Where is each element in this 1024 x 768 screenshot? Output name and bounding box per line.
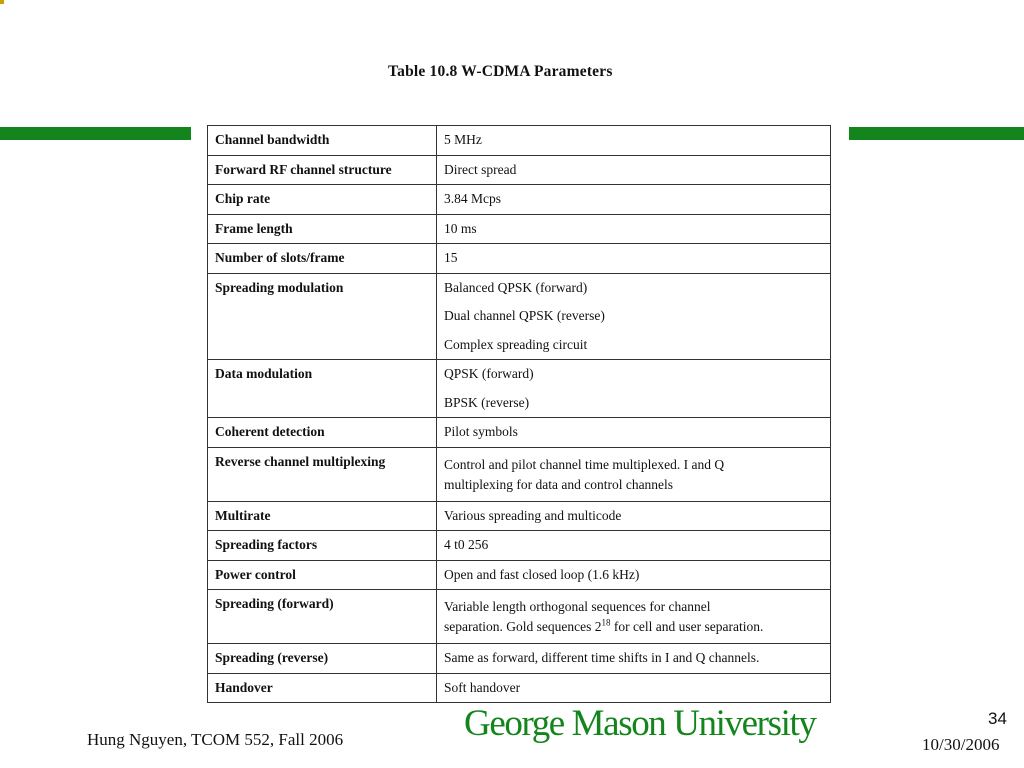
value-line: BPSK (reverse) [444, 394, 530, 410]
table-row [208, 360, 831, 418]
parameter-value: Various spreading and multicode [437, 501, 831, 531]
value-line: Complex spreading circuit [444, 336, 588, 352]
table-row [208, 244, 831, 274]
parameter-value [437, 590, 831, 644]
parameter-value [437, 360, 831, 418]
value-line [444, 617, 823, 637]
parameter-value [437, 273, 831, 360]
parameter-value: Same as forward, different time shifts in I and Q channels. [437, 644, 831, 674]
table-row [208, 447, 831, 501]
parameter-name: Power control [208, 560, 437, 590]
parameter-name: Number of slots/frame [208, 244, 437, 274]
parameter-name: Multirate [208, 501, 437, 531]
slide-number: 34 [988, 709, 1007, 728]
parameter-value: Open and fast closed loop (1.6 kHz) [437, 560, 831, 590]
footer-author-course: Hung Nguyen, TCOM 552, Fall 2006 [87, 730, 344, 749]
value-text: for cell and user separation. [610, 619, 764, 634]
wcdma-parameters-table [207, 125, 831, 703]
value-line: Control and pilot channel time multiplexed. I and Q [444, 456, 725, 472]
table-row [208, 185, 831, 215]
footer-date: 10/30/2006 [922, 735, 1000, 754]
parameter-value: 15 [437, 244, 831, 274]
parameter-value: Pilot symbols [437, 418, 831, 448]
parameter-name: Forward RF channel structure [208, 155, 437, 185]
table-row [208, 501, 831, 531]
corner-mark [0, 0, 4, 4]
value-line: multiplexing for data and control channels [444, 476, 674, 492]
parameter-name: Spreading modulation [208, 273, 437, 360]
parameter-value: Direct spread [437, 155, 831, 185]
parameter-name: Channel bandwidth [208, 126, 437, 156]
table-title: Table 10.8 W-CDMA Parameters [388, 63, 613, 80]
parameter-value: 4 t0 256 [437, 531, 831, 561]
parameter-name: Handover [208, 673, 437, 703]
parameter-name: Spreading (forward) [208, 590, 437, 644]
university-logo: George Mason University [464, 703, 816, 744]
table-row [208, 560, 831, 590]
table-row [208, 418, 831, 448]
table-row [208, 126, 831, 156]
parameter-name: Chip rate [208, 185, 437, 215]
superscript-exponent: 18 [601, 617, 611, 628]
parameter-name: Spreading factors [208, 531, 437, 561]
parameter-value [437, 447, 831, 501]
parameter-value: 10 ms [437, 214, 831, 244]
parameter-name: Coherent detection [208, 418, 437, 448]
table-row [208, 155, 831, 185]
value-line: Balanced QPSK (forward) [444, 279, 588, 295]
parameter-value: 5 MHz [437, 126, 831, 156]
table-row [208, 644, 831, 674]
accent-bar-right [849, 127, 1024, 140]
table-row [208, 273, 831, 360]
value-line: Dual channel QPSK (reverse) [444, 308, 605, 323]
value-line: QPSK (forward) [444, 366, 534, 381]
parameter-name: Frame length [208, 214, 437, 244]
parameter-value: 3.84 Mcps [437, 185, 831, 215]
table-row [208, 214, 831, 244]
table-row [208, 531, 831, 561]
parameter-value: Soft handover [437, 673, 831, 703]
parameter-name: Spreading (reverse) [208, 644, 437, 674]
table-row [208, 673, 831, 703]
value-text: separation. Gold sequences 2 [444, 619, 602, 634]
value-line: Variable length orthogonal sequences for channel [444, 599, 711, 614]
table-row [208, 590, 831, 644]
parameter-name: Data modulation [208, 360, 437, 418]
parameter-name: Reverse channel multiplexing [208, 447, 437, 501]
accent-bar-left [0, 127, 191, 140]
